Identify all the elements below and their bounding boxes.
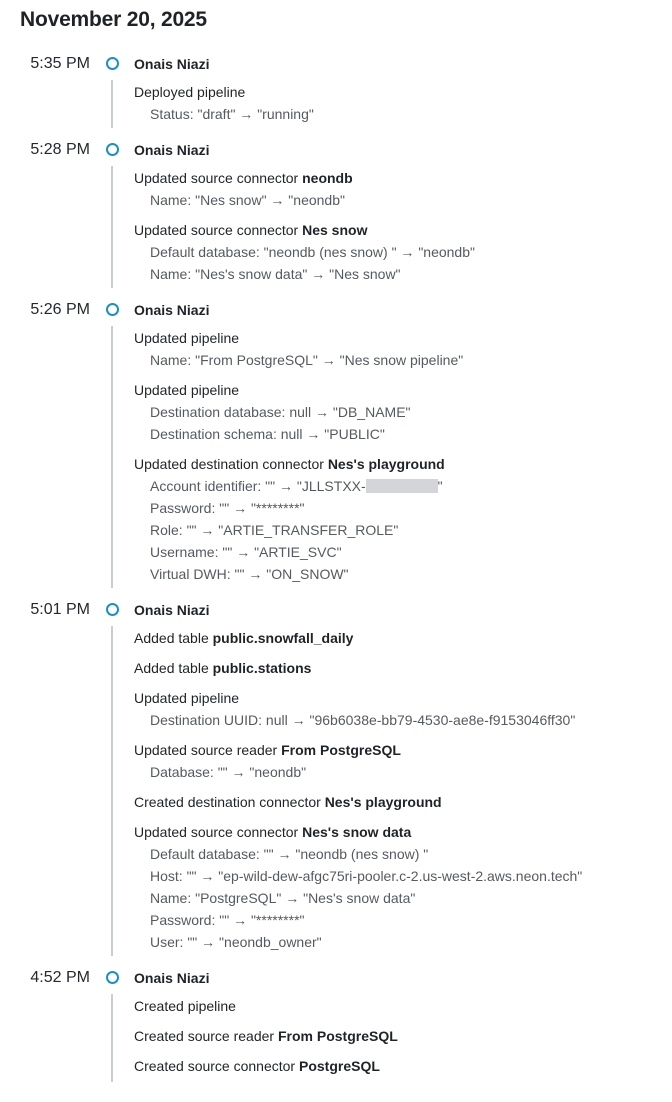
- change-detail: Destination database: null → "DB_NAME": [150, 404, 411, 420]
- change-detail: Name: "Nes snow" → "neondb": [150, 192, 345, 208]
- change-detail: Account identifier: "" → "JLLSTXX- ": [150, 478, 443, 494]
- change-item: Updated pipeline: [134, 330, 240, 346]
- change-item: Added table public.stations: [134, 660, 312, 676]
- change-detail: Virtual DWH: "" → "ON_SNOW": [150, 566, 349, 582]
- entry-author: Onais Niazi: [134, 302, 210, 318]
- date-heading: November 20, 2025: [20, 8, 207, 31]
- timeline-dot-icon: [106, 57, 119, 70]
- timeline-dot-icon: [106, 143, 119, 156]
- change-detail: Database: "" → "neondb": [150, 764, 307, 780]
- change-item: Updated source reader From PostgreSQL: [134, 742, 401, 758]
- timeline-line: [111, 626, 113, 956]
- change-detail: Password: "" → "********": [150, 912, 305, 928]
- entry-time: 4:52 PM: [30, 969, 90, 986]
- redacted-block: [366, 479, 438, 493]
- change-detail: Username: "" → "ARTIE_SVC": [150, 544, 342, 560]
- entry-time: 5:01 PM: [30, 601, 90, 618]
- timeline-dot-icon: [106, 603, 119, 616]
- change-detail: Default database: "neondb (nes snow) " → "neondb": [150, 244, 475, 260]
- change-item: Created destination connector Nes's playground: [134, 794, 442, 810]
- change-item: Updated source connector Nes's snow data: [134, 824, 412, 840]
- timeline-line: [111, 326, 113, 588]
- timeline-dot-icon: [106, 303, 119, 316]
- change-item: Updated source connector Nes snow: [134, 222, 368, 238]
- change-detail: User: "" → "neondb_owner": [150, 934, 322, 950]
- change-detail: Destination schema: null → "PUBLIC": [150, 426, 385, 442]
- change-detail: Destination UUID: null → "96b6038e-bb79-4530-ae8e-f9153046ff30": [150, 712, 576, 728]
- entry-author: Onais Niazi: [134, 56, 210, 72]
- change-item: Updated pipeline: [134, 690, 240, 706]
- change-item: Updated source connector neondb: [134, 170, 353, 186]
- change-item: Added table public.snowfall_daily: [134, 630, 354, 646]
- timeline-dot-icon: [106, 971, 119, 984]
- change-detail: Default database: "" → "neondb (nes snow) ": [150, 846, 429, 862]
- entry-time: 5:26 PM: [30, 301, 90, 318]
- change-item: Created source reader From PostgreSQL: [134, 1028, 398, 1044]
- timeline-line: [111, 166, 113, 288]
- change-item: Deployed pipeline: [134, 84, 246, 100]
- entry-author: Onais Niazi: [134, 142, 210, 158]
- timeline-line: [111, 80, 113, 128]
- entry-time: 5:28 PM: [30, 141, 90, 158]
- timeline-line: [111, 994, 113, 1082]
- change-detail: Name: "From PostgreSQL" → "Nes snow pipeline": [150, 352, 464, 368]
- change-item: Updated pipeline: [134, 382, 240, 398]
- change-item: Created source connector PostgreSQL: [134, 1058, 380, 1074]
- change-detail: Status: "draft" → "running": [150, 106, 314, 122]
- change-detail: Name: "PostgreSQL" → "Nes's snow data": [150, 890, 416, 906]
- change-detail: Name: "Nes's snow data" → "Nes snow": [150, 266, 401, 282]
- change-detail: Host: "" → "ep-wild-dew-afgc75ri-pooler.c-2.us-west-2.aws.neon.tech": [150, 868, 583, 884]
- change-item: Updated destination connector Nes's playground: [134, 456, 445, 472]
- entry-author: Onais Niazi: [134, 602, 210, 618]
- change-item: Created pipeline: [134, 998, 236, 1014]
- entry-time: 5:35 PM: [30, 55, 90, 72]
- change-detail: Password: "" → "********": [150, 500, 305, 516]
- change-detail: Role: "" → "ARTIE_TRANSFER_ROLE": [150, 522, 399, 538]
- entry-author: Onais Niazi: [134, 970, 210, 986]
